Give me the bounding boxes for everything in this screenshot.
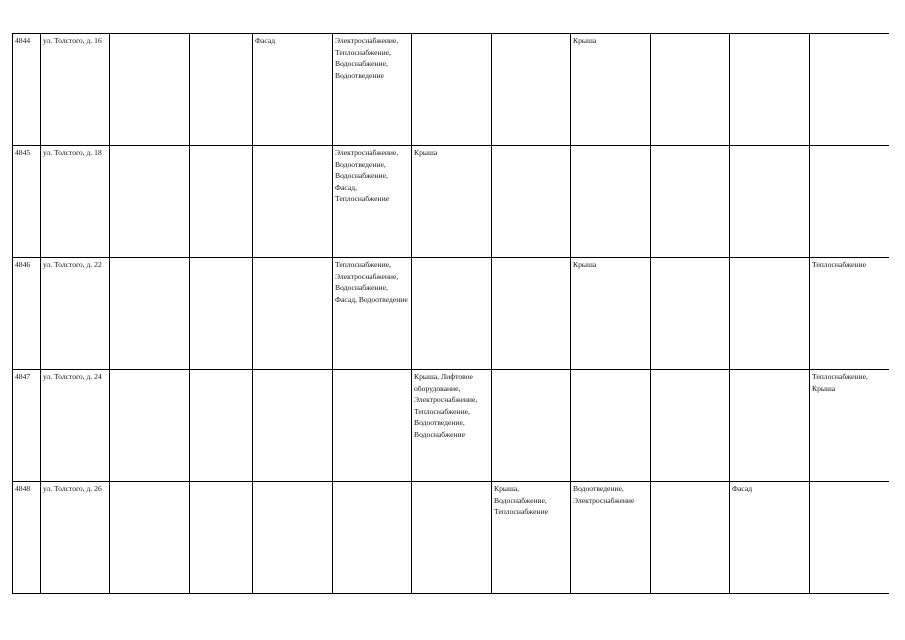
- work-type-cell: [730, 370, 810, 482]
- address-cell: ул. Толстого, д. 26: [41, 482, 110, 594]
- work-type-cell: Теплоснабжение, Крыша: [810, 370, 889, 482]
- work-type-cell: Теплоснабжение, Электроснабжение, Водоснабжение, Фасад, Водоотведение: [333, 258, 412, 370]
- address-cell: ул. Толстого, д. 16: [41, 34, 110, 146]
- work-type-cell: [412, 34, 492, 146]
- work-type-cell: [110, 482, 190, 594]
- work-type-cell: [492, 146, 571, 258]
- work-type-cell: [190, 258, 253, 370]
- work-type-cell: [730, 34, 810, 146]
- work-type-cell: [110, 370, 190, 482]
- work-type-cell: [651, 370, 730, 482]
- row-number-cell: 4847: [13, 370, 41, 482]
- table-row: [13, 482, 889, 594]
- work-type-cell: [110, 34, 190, 146]
- work-type-cell: [253, 482, 333, 594]
- work-type-cell: Крыша: [412, 146, 492, 258]
- address-cell: ул. Толстого, д. 18: [41, 146, 110, 258]
- work-type-cell: [190, 34, 253, 146]
- repair-schedule-table: [12, 33, 889, 594]
- work-type-cell: [492, 258, 571, 370]
- row-number-cell: 4848: [13, 482, 41, 594]
- table-row: [13, 258, 889, 370]
- work-type-cell: [412, 482, 492, 594]
- work-type-cell: [333, 370, 412, 482]
- work-type-cell: [810, 482, 889, 594]
- work-type-cell: Крыша: [571, 258, 651, 370]
- work-type-cell: [110, 146, 190, 258]
- work-type-cell: [412, 258, 492, 370]
- row-number-cell: 4846: [13, 258, 41, 370]
- address-cell: ул. Толстого, д. 24: [41, 370, 110, 482]
- table-row: [13, 34, 889, 146]
- work-type-cell: [810, 34, 889, 146]
- work-type-cell: [333, 482, 412, 594]
- work-type-cell: [190, 146, 253, 258]
- work-type-cell: [492, 34, 571, 146]
- work-type-cell: Фасад: [730, 482, 810, 594]
- work-type-cell: [730, 258, 810, 370]
- row-number-cell: 4845: [13, 146, 41, 258]
- work-type-cell: [571, 146, 651, 258]
- work-type-cell: Крыша, Водоснабжение, Теплоснабжение: [492, 482, 571, 594]
- work-type-cell: [253, 258, 333, 370]
- work-type-cell: Теплоснабжение: [810, 258, 889, 370]
- work-type-cell: [492, 370, 571, 482]
- table-row: [13, 370, 889, 482]
- work-type-cell: [651, 482, 730, 594]
- work-type-cell: Водоотведение, Электроснабжение: [571, 482, 651, 594]
- address-cell: ул. Толстого, д. 22: [41, 258, 110, 370]
- work-type-cell: Крыша, Лифтовое оборудование, Электроснабжение, Теплоснабжение, Водоотведение, Водоснабжение: [412, 370, 492, 482]
- table-row: [13, 146, 889, 258]
- work-type-cell: [253, 370, 333, 482]
- work-type-cell: [253, 146, 333, 258]
- work-type-cell: [110, 258, 190, 370]
- row-number-cell: 4844: [13, 34, 41, 146]
- work-type-cell: Крыша: [571, 34, 651, 146]
- work-type-cell: [810, 146, 889, 258]
- work-type-cell: [651, 34, 730, 146]
- table-body: [13, 34, 889, 594]
- work-type-cell: Электроснабжение, Теплоснабжение, Водоснабжение, Водоотведение: [333, 34, 412, 146]
- work-type-cell: Фасад: [253, 34, 333, 146]
- work-type-cell: [190, 482, 253, 594]
- work-type-cell: [730, 146, 810, 258]
- work-type-cell: [190, 370, 253, 482]
- work-type-cell: [571, 370, 651, 482]
- work-type-cell: [651, 258, 730, 370]
- work-type-cell: Электроснабжение, Водоотведение, Водоснабжение, Фасад, Теплоснабжение: [333, 146, 412, 258]
- work-type-cell: [651, 146, 730, 258]
